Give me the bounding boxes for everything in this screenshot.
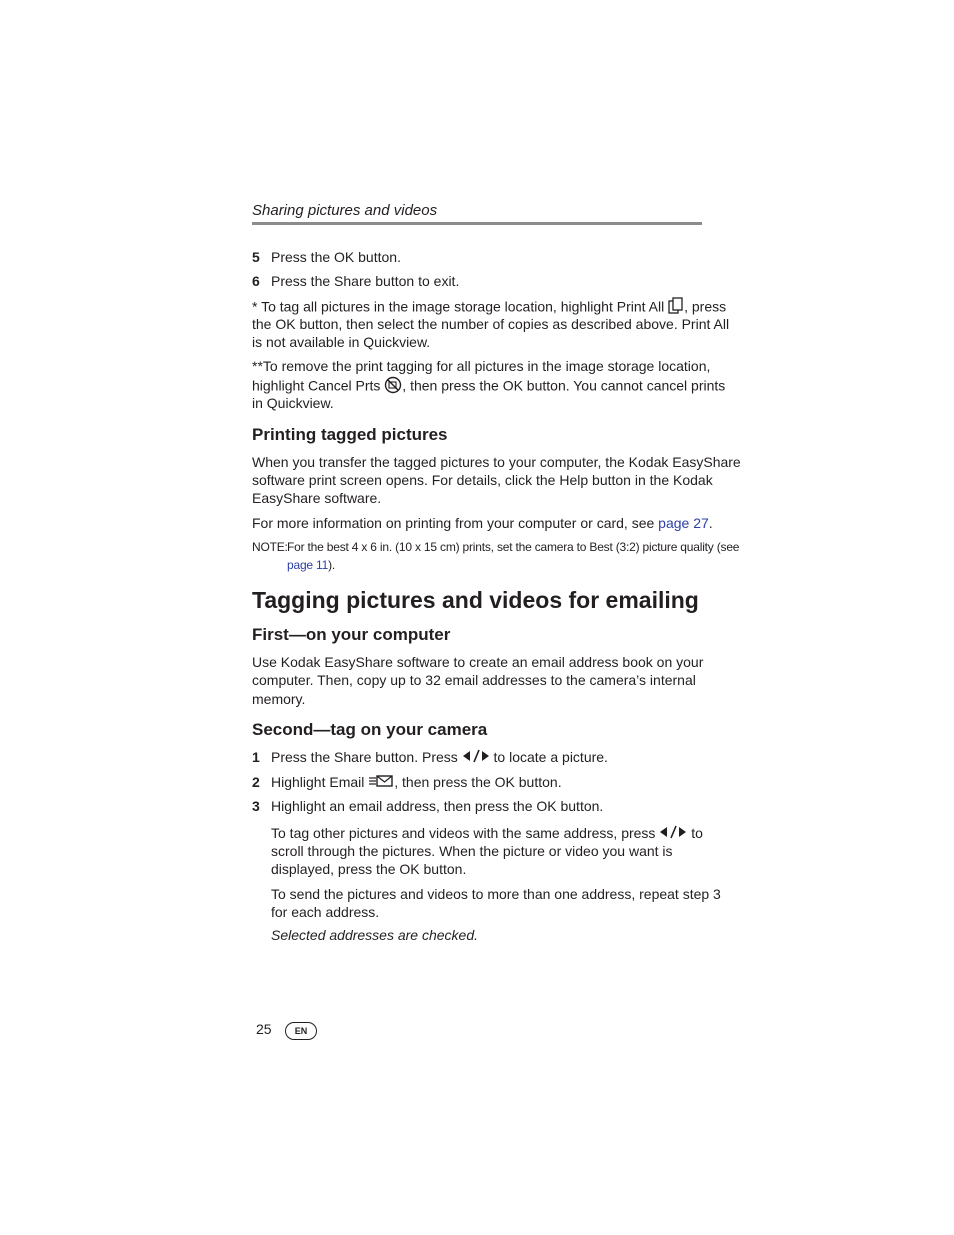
sub-paragraph-line: scroll through the pictures. When the picture or video you want is [271,843,673,859]
header-rule [252,222,702,225]
step-text-part: , then press the OK button. [394,774,562,790]
note-label: NOTE: [252,540,288,554]
print-all-note-line: the OK button, then select the number of copies as described above. Print All [252,316,730,332]
step-text-part: Highlight Email [271,774,365,790]
paragraph-line: Use Kodak EasyShare software to create an email address book on your [252,654,704,670]
section-heading: Printing tagged pictures [252,425,448,444]
step-text: Highlight an email address, then press the OK button. [271,798,604,814]
more-info-text: For more information on printing from your computer or card, see [252,515,659,531]
more-info-end: . [708,515,713,531]
paragraph-line: software print screen opens. For details, click the Help button in the Kodak [252,472,713,488]
page-27-link[interactable]: page 27 [658,515,709,531]
step-text: Press the OK button. [271,249,401,265]
step-number: 6 [252,273,260,289]
more-info-line [252,514,713,532]
step-number: 2 [252,774,260,790]
sub-paragraph-line: displayed, press the OK button. [271,861,467,877]
cancel-note-line: **To remove the print tagging for all pictures in the image storage location, [252,358,711,374]
language-badge: EN [285,1022,317,1040]
step-number: 5 [252,249,260,265]
print-all-note-text: , press [684,298,727,315]
page-11-link[interactable]: page 11 [287,558,329,572]
sub-text-part: To tag other pictures and videos with the same address, press [271,825,656,841]
sub-paragraph-line: To send the pictures and videos to more than one address, repeat step 3 [271,886,721,902]
step-text-part: Press the Share button. Press [271,749,458,765]
print-all-note-line: is not available in Quickview. [252,334,431,350]
step-text-part: to locate a picture. [493,749,608,765]
step-number: 3 [252,798,260,814]
cancel-prints-icon [384,376,402,398]
paragraph-line: computer. Then, copy up to 32 email addresses to the camera’s internal [252,672,696,688]
step-text [271,773,562,792]
cancel-note-line: in Quickview. [252,395,334,411]
page-number: 25 [256,1021,272,1037]
running-header: Sharing pictures and videos [252,202,438,219]
print-all-note-text: * To tag all pictures in the image storage location, highlight Print All [252,298,665,315]
note-text: For the best 4 x 6 in. (10 x 15 cm) prints, set the camera to Best (3:2) picture quality (see [287,540,740,554]
sub-text-part: to [691,825,703,841]
paragraph-line: memory. [252,691,306,707]
left-right-arrows-icon [462,748,490,768]
note-end: ). [328,558,336,572]
email-icon [368,774,394,792]
page-title: Tagging pictures and videos for emailing [252,587,699,613]
step-text [271,748,608,768]
cancel-note-text: highlight Cancel Prts [252,377,381,394]
step-text: Press the Share button to exit. [271,273,460,289]
note-line-2 [287,556,335,574]
result-text: Selected addresses are checked. [271,927,479,943]
paragraph-line: When you transfer the tagged pictures to your computer, the Kodak EasyShare [252,454,741,470]
sub-paragraph-line: for each address. [271,904,380,920]
step-number: 1 [252,749,260,765]
section-heading: First—on your computer [252,625,451,644]
cancel-note-text: , then press the OK button. You cannot cancel prints [402,377,726,394]
section-heading: Second—tag on your camera [252,720,488,739]
paragraph-line: EasyShare software. [252,490,382,506]
